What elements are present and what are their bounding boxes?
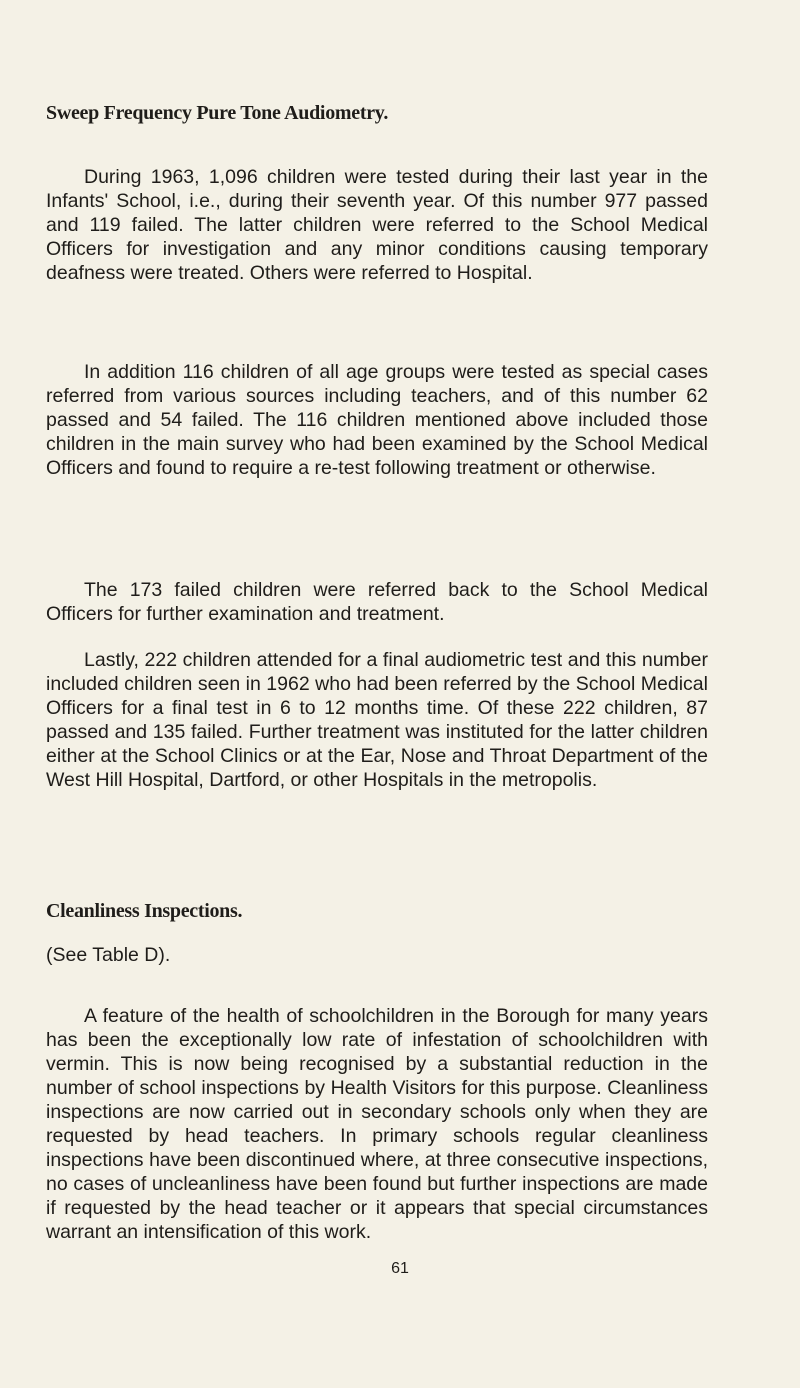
paragraph-special-cases: In addition 116 children of all age groups were tested as special cases referred from various sources including teachers, and of this number 62 passed and 54 failed. The 116 children mentioned above included those children in the main survey who had been examined by the School Medical Officers and found to require a re-test following treatment or otherwise. — [46, 361, 708, 479]
paragraph-failed-referred: The 173 failed children were referred back to the School Medical Officers for further examination and treatment. — [46, 579, 708, 625]
paragraph-final-test: Lastly, 222 children attended for a final audiometric test and this number included children seen in 1962 who had been referred by the School Medical Officers for a final test in 6 to 12 months time. Of these 222 children, 87 passed and 135 failed. Further treatment was instituted for the latter children either at the School Clinics or at the Ear, Nose and Throat Department of the West Hill Hospital, Dartford, or other Hospitals in the metropolis. — [46, 649, 708, 791]
page-number: 61 — [391, 1260, 409, 1277]
section-heading-cleanliness: Cleanliness Inspections. — [46, 900, 243, 922]
see-table-reference: (See Table D). — [46, 944, 171, 966]
paragraph-cleanliness: A feature of the health of schoolchildren in the Borough for many years has been the exceptionally low rate of infestation of schoolchildren with vermin. This is now being recognised by a substantial reduction in the number of school inspections by Health Visitors for this purpose. Cleanliness inspections are now carried out in secondary schools only when they are requested by head teachers. In primary schools regular cleanliness inspections have been discontinued where, at three consecutive inspections, no cases of uncleanliness have been found but further inspections are made if requested by the head teacher or it appears that special circumstances warrant an intensification of this work. — [46, 1005, 708, 1243]
section-heading-audiometry: Sweep Frequency Pure Tone Audiometry. — [46, 102, 389, 124]
paragraph-audiometry-intro: During 1963, 1,096 children were tested during their last year in the Infants' School, i.e., during their seventh year. Of this number 977 passed and 119 failed. The latter children were referred to the School Medical Officers for investigation and any minor conditions causing temporary deafness were treated. Others were referred to Hospital. — [46, 166, 708, 284]
